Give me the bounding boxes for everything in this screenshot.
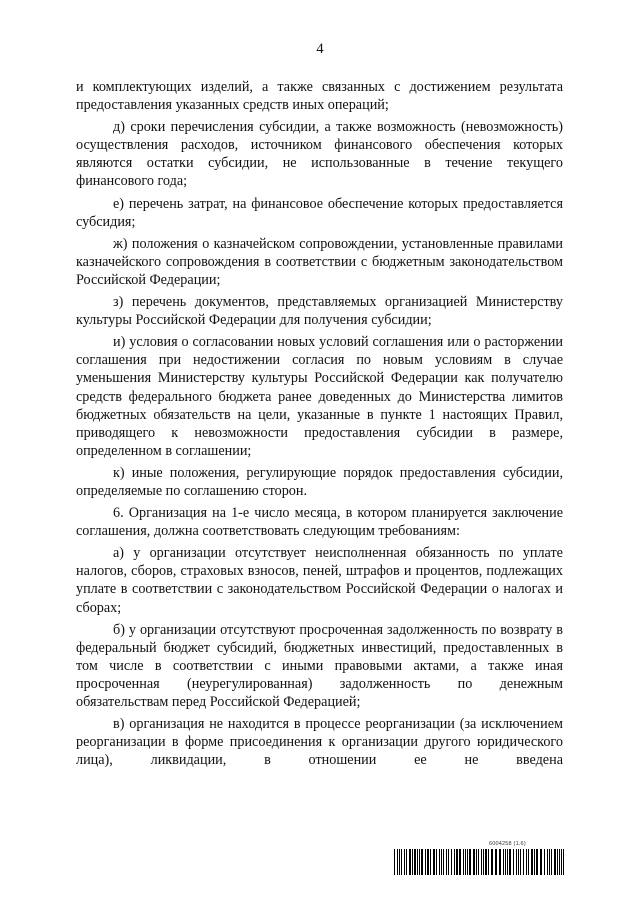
paragraph: и комплектующих изделий, а также связанных с достижением результата предоставления указанных средств иных операций;: [76, 79, 563, 114]
paragraph: и) условия о согласовании новых условий соглашения или о расторжении соглашения при недостижении согласия по новым условиям в случае уменьшения Министерству культуры Российской Федерации как получателю средств федерального бюджета ранее доведенных до Министерства лимитов бюджетных обязательств на цели, указанные в пункте 1 настоящих Правил, приводящего к невозможности предоставления субсидии в размере, определенном в соглашении;: [76, 334, 563, 459]
paragraph: в) организация не находится в процессе реорганизации (за исключением реорганизации в форме присоединения к организации другого юридического лица), ликвидации, в отношении ее не введена: [76, 716, 563, 769]
paragraph: е) перечень затрат, на финансовое обеспечение которых предоставляется субсидия;: [76, 195, 563, 230]
paragraph: б) у организации отсутствуют просроченная задолженность по возврату в федеральный бюджет субсидий, бюджетных инвестиций, предоставленных в том числе в соответствии с иными правовыми актами, а также иная просроченная (неурегулированная) задолженность по денежным обязательствам перед Российской Федерацией;: [76, 621, 563, 710]
barcode-icon: [394, 849, 566, 875]
paragraph: к) иные положения, регулирующие порядок предоставления субсидии, определяемые по соглашению сторон.: [76, 464, 563, 499]
paragraph: ж) положения о казначейском сопровождении, установленные правилами казначейского сопровождения в соответствии с бюджетным законодательством Российской Федерации;: [76, 235, 563, 288]
document-body: [76, 78, 563, 769]
paragraph: з) перечень документов, представляемых организацией Министерству культуры Российской Федерации для получения субсидии;: [76, 294, 563, 329]
paragraph: 6. Организация на 1-е число месяца, в котором планируется заключение соглашения, должна соответствовать следующим требованиям:: [76, 505, 563, 540]
paragraph: а) у организации отсутствует неисполненная обязанность по уплате налогов, сборов, страховых взносов, пеней, штрафов и процентов, подлежащих уплате в соответствии с законодательством Российской Федерации о налогах и сборах;: [76, 545, 563, 616]
barcode-label: 6004258 (1.6): [489, 841, 526, 847]
page-number: 4: [316, 41, 324, 57]
paragraph: д) сроки перечисления субсидии, а также возможность (невозможность) осуществления расходов, источником финансового обеспечения которых являются остатки субсидии, не использованные в течение текущего финансового года;: [76, 119, 563, 190]
